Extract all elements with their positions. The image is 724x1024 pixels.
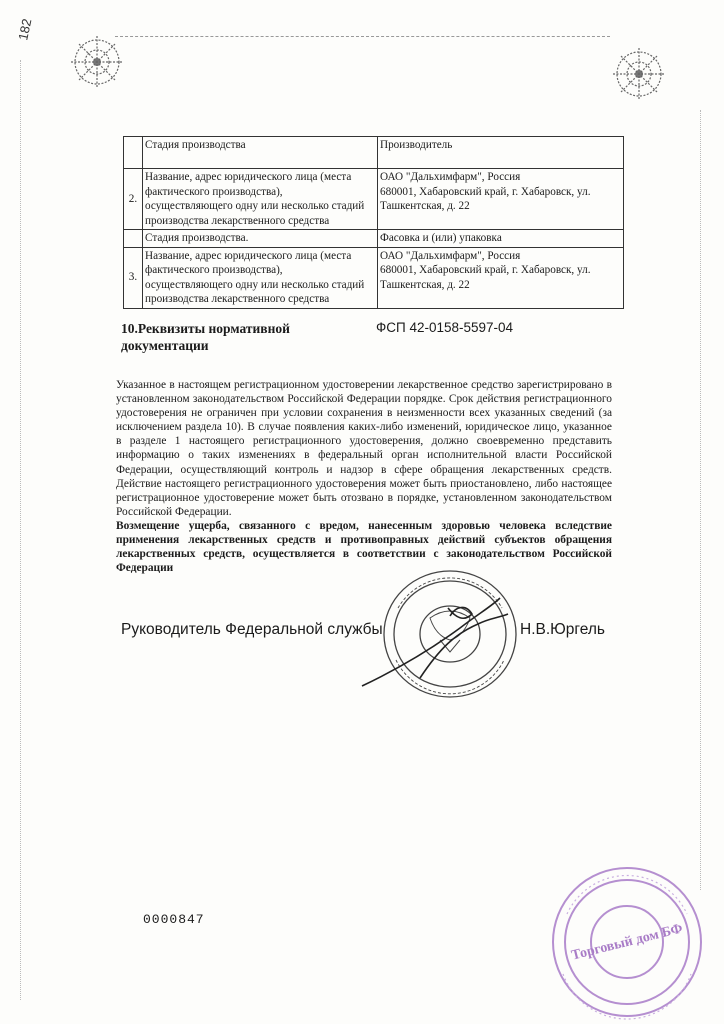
table-row bbox=[124, 169, 624, 230]
official-seal-icon bbox=[360, 568, 520, 708]
cell-text: 680001, Хабаровский край, г. Хабаровск, ул. bbox=[380, 264, 591, 276]
ornament-top-left-icon bbox=[62, 30, 132, 94]
cell-text: фактического производства), bbox=[145, 185, 283, 198]
cell-text: 680001, Хабаровский край, г. Хабаровск, ул. bbox=[380, 185, 591, 198]
cell-text: Фасовка и (или) упаковка bbox=[380, 232, 502, 244]
requisites-label-line: документации bbox=[121, 338, 209, 353]
table-cell bbox=[378, 247, 624, 308]
cell-text: производства лекарственного средства bbox=[145, 293, 330, 305]
right-border-line bbox=[700, 110, 701, 890]
row-number: 2. bbox=[124, 169, 143, 230]
signer-name: Н.В.Юргель bbox=[520, 621, 605, 638]
cell-text: Стадия производства bbox=[145, 139, 246, 151]
table-cell bbox=[143, 230, 378, 248]
table-cell bbox=[143, 137, 378, 169]
table-cell bbox=[143, 169, 378, 230]
cell-text: ОАО "Дальхимфарм", Россия bbox=[380, 171, 521, 183]
cell-text: фактического производства), bbox=[145, 264, 283, 276]
production-stages-table bbox=[123, 136, 624, 309]
cell-text: осуществляющего одну или несколько стадий bbox=[145, 278, 365, 291]
registration-validity-paragraph: Указанное в настоящем регистрационном удостоверении лекарственное средство зарегистрировано в установленном законодательством Российской Федерации порядке. Срок действия регистрационного удостоверения не ограничен при условии сохранения в неизменности всех указанных сведений (за исключением раздела 10). В случае появления каких-либо изменений, юридическое лицо, указанное в разделе 1 настоящего регистрационного удостоверения, должно своевременно представить информацию о таких изменениях в федеральный орган исполнительной власти Российской Федерации, осуществляющий контроль и надзор в сфере обращения лекарственных средств. Действие настоящего регистрационного удостоверения может быть приостановлено, либо настоящее регистрационное удостоверение может быть отозвано в порядке, установленном законодательством Российской Федерации. bbox=[116, 379, 612, 518]
cell-text: Название, адрес юридического лица (места bbox=[145, 171, 352, 183]
requisites-label bbox=[121, 320, 341, 354]
stamp-text: Торговый дом БФ bbox=[569, 921, 685, 964]
requisites-label-line: 10.Реквизиты нормативной bbox=[121, 321, 290, 336]
serial-number: 0000847 bbox=[143, 912, 205, 927]
cell-text: Производитель bbox=[380, 139, 453, 151]
cell-text: ОАО "Дальхимфарм", Россия bbox=[380, 249, 521, 262]
table-row bbox=[124, 247, 624, 308]
row-number bbox=[124, 230, 143, 248]
table-cell bbox=[143, 247, 378, 308]
cell-text: производства лекарственного средства bbox=[145, 214, 330, 227]
cell-text: Ташкентская, д. 22 bbox=[380, 278, 470, 291]
row-number bbox=[124, 137, 143, 169]
table-cell bbox=[378, 137, 624, 169]
damage-compensation-paragraph: Возмещение ущерба, связанного с вредом, нанесенным здоровью человека вследствие применения лекарственных средств и противоправных действий субъектов обращения лекарственных средств, осуществляется в соответствии с законодательством Российской Федерации bbox=[116, 520, 612, 575]
cell-text: Стадия производства. bbox=[145, 232, 249, 244]
cell-text: осуществляющего одну или несколько стадий bbox=[145, 200, 365, 212]
company-stamp-icon bbox=[527, 862, 724, 1024]
corner-handwritten-number: 182 bbox=[15, 17, 35, 42]
ornament-top-right-icon bbox=[608, 44, 670, 104]
signer-title: Руководитель Федеральной службы bbox=[121, 621, 383, 638]
left-border-line bbox=[20, 60, 21, 1000]
row-number: 3. bbox=[124, 247, 143, 308]
requisites-value: ФСП 42-0158-5597-04 bbox=[376, 320, 514, 335]
table-row bbox=[124, 230, 624, 248]
table-cell bbox=[378, 230, 624, 248]
top-border-line bbox=[115, 36, 610, 37]
table-row bbox=[124, 137, 624, 169]
table-cell bbox=[378, 169, 624, 230]
cell-text: Ташкентская, д. 22 bbox=[380, 200, 470, 212]
cell-text: Название, адрес юридического лица (места bbox=[145, 249, 352, 262]
